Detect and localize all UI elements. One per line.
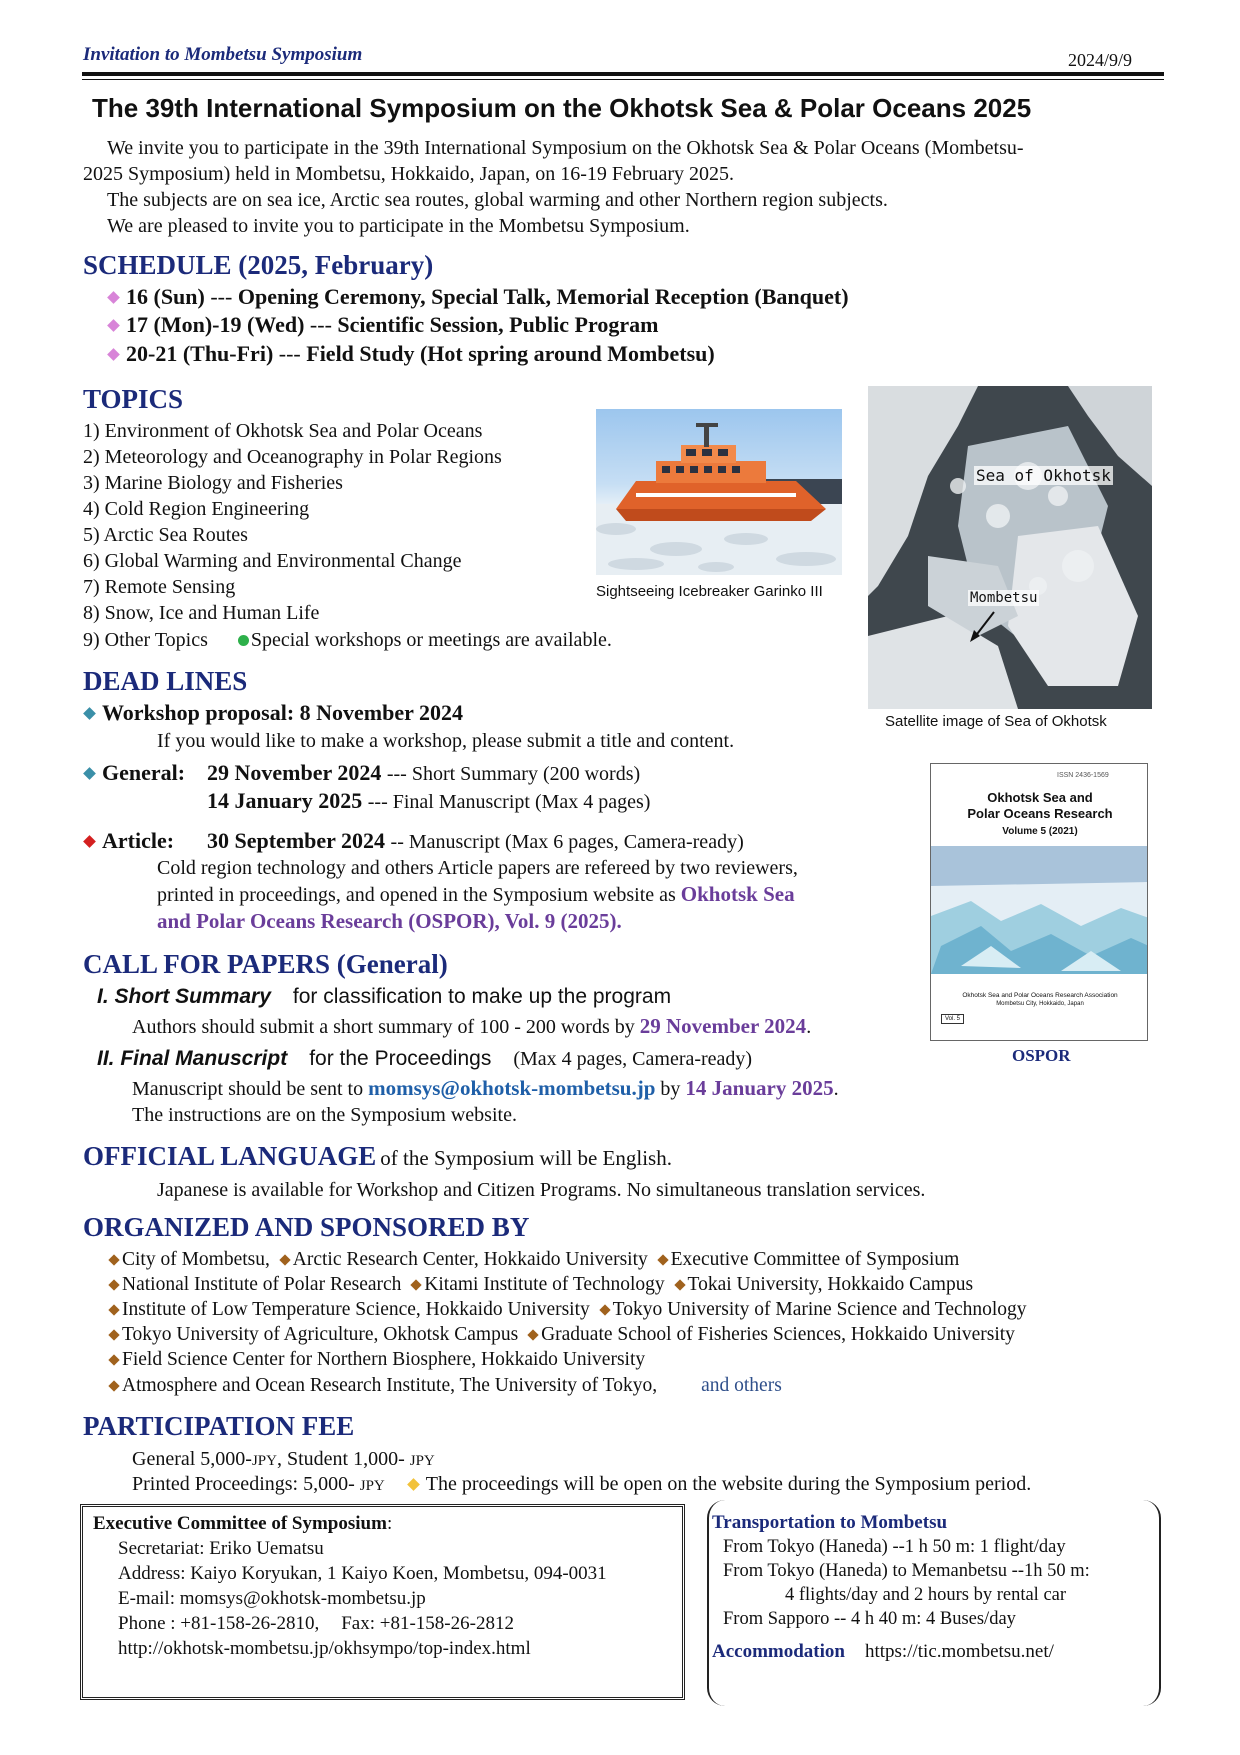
topic-item: 3) Marine Biology and Fisheries	[83, 472, 343, 494]
call-s2: II. Final Manuscript for the Proceedings (Max 4 pages, Camera-ready)	[97, 1047, 753, 1070]
call-heading: CALL FOR PAPERS (General)	[83, 949, 448, 979]
deadline-general-row-1: 29 November 2024 --- Short Summary (200 words)	[207, 760, 641, 785]
page-title: The 39th International Symposium on the Okhotsk Sea & Polar Oceans 2025	[92, 93, 1032, 123]
ospor-caption: OSPOR	[1012, 1046, 1071, 1065]
cover-ice-photo	[931, 846, 1148, 974]
language-note: Japanese is available for Workshop and Citizen Programs. No simultaneous translation services.	[157, 1179, 926, 1201]
deadline-workshop-note: If you would like to make a workshop, please submit a title and content.	[157, 730, 735, 752]
accommodation-link[interactable]: https://tic.mombetsu.net/	[864, 1641, 1054, 1662]
article-note-1: Cold region technology and others Article papers are refereed by two reviewers,	[157, 857, 798, 879]
topic-item: 8) Snow, Ice and Human Life	[83, 602, 320, 624]
committee-box	[80, 1504, 685, 1700]
call-s1: I. Short Summary for classification to make up the program	[97, 985, 672, 1008]
organizer-row: Institute of Low Temperature Science, Hokkaido University Tokyo University of Marine Science and Technology	[108, 1297, 1027, 1322]
cover-title-1: Okhotsk Sea and	[987, 790, 1093, 805]
header-label: Invitation to Mombetsu Symposium	[83, 44, 363, 65]
organizer-row: City of Mombetsu, Arctic Research Center, Hokkaido University Executive Committee of Symposium	[108, 1247, 959, 1272]
language-line: OFFICIAL LANGUAGE of the Symposium will be English.	[83, 1141, 672, 1171]
organizer-row: Atmosphere and Ocean Research Institute, The University of Tokyo, and others	[108, 1373, 782, 1398]
deadline-article-row: 30 September 2024 -- Manuscript (Max 6 pages, Camera-ready)	[207, 828, 744, 853]
transport-line-3: 4 flights/day and 2 hours by rental car	[785, 1585, 1067, 1605]
accommodation-line: Accommodation https://tic.mombetsu.net/	[712, 1641, 1054, 1662]
diamond-bullet-icon	[107, 349, 120, 362]
committee-title: Executive Committee of Symposium:	[93, 1513, 393, 1534]
article-note-2: printed in proceedings, and opened in the Symposium website as Okhotsk Sea	[157, 882, 795, 906]
icebreaker-photo	[596, 409, 842, 575]
fee-heading: PARTICIPATION FEE	[83, 1411, 355, 1441]
header-date: 2024/9/9	[1068, 50, 1133, 70]
transport-box	[707, 1500, 1161, 1706]
deadline-general-1: General:	[83, 760, 185, 786]
satellite-caption: Satellite image of Sea of Okhotsk	[885, 713, 1107, 730]
schedule-item: 16 (Sun) --- Opening Ceremony, Special Talk, Memorial Reception (Banquet)	[107, 284, 849, 310]
arrow-icon	[964, 608, 1004, 648]
diamond-bullet-icon	[107, 320, 120, 333]
topic-item: 1) Environment of Okhotsk Sea and Polar Oceans	[83, 420, 483, 442]
topic-item: 7) Remote Sensing	[83, 576, 236, 598]
topic-item: 4) Cold Region Engineering	[83, 498, 310, 520]
cover-issn: ISSN 2436-1569	[1057, 772, 1109, 779]
deadline-article: Article:	[83, 828, 174, 854]
header-rule-thin	[82, 79, 1164, 80]
deadline-general-row-2: 14 January 2025 --- Final Manuscript (Max 4 pages)	[207, 788, 651, 813]
header-rule	[82, 72, 1164, 76]
satellite-image	[868, 386, 1152, 709]
intro-line-1: We invite you to participate in the 39th International Symposium on the Okhotsk Sea & Polar Oceans (Mombetsu-	[107, 137, 1024, 159]
topic-item: 2) Meteorology and Oceanography in Polar Regions	[83, 446, 502, 468]
satellite-label-sea: Sea of Okhotsk	[976, 466, 1111, 485]
icebreaker-caption: Sightseeing Icebreaker Garinko III	[596, 583, 823, 600]
topic-item: 5) Arctic Sea Routes	[83, 524, 248, 546]
transport-line-2: From Tokyo (Haneda) to Memanbetsu --1h 50 m:	[723, 1561, 1090, 1581]
transport-title: Transportation to Mombetsu	[712, 1512, 948, 1533]
organizer-row: National Institute of Polar Research Kitami Institute of Technology Tokai University, Hokkaido Campus	[108, 1272, 973, 1297]
cover-publisher-2: Mombetsu City, Hokkaido, Japan	[996, 1001, 1084, 1007]
call-s1-text: Authors should submit a short summary of 100 - 200 words by 29 November 2024.	[132, 1014, 812, 1038]
topics-heading: TOPICS	[83, 384, 184, 414]
diamond-bullet-icon	[83, 836, 96, 849]
dot-bullet-icon	[238, 635, 249, 646]
organizer-row: Field Science Center for Northern Biosphere, Hokkaido University	[108, 1347, 645, 1372]
topic-item-last: 9) Other Topics Special workshops or meetings are available.	[83, 629, 612, 651]
cover-publisher-1: Okhotsk Sea and Polar Oceans Research Association	[962, 992, 1118, 999]
cover-volume: Volume 5 (2021)	[1002, 826, 1078, 837]
article-note-3: and Polar Oceans Research (OSPOR), Vol. 9 (2025).	[157, 909, 622, 933]
intro-line-2: 2025 Symposium) held in Mombetsu, Hokkaido, Japan, on 16-19 February 2025.	[83, 163, 735, 185]
fee-printed: Printed Proceedings: 5,000- JPY The proceedings will be open on the website during the Symposium period.	[132, 1473, 1032, 1495]
intro-line-3: The subjects are on sea ice, Arctic sea routes, global warming and other Northern region subjects.	[107, 189, 888, 211]
committee-email: E-mail: momsys@okhotsk-mombetsu.jp	[118, 1588, 426, 1609]
organizer-row: Tokyo University of Agriculture, Okhotsk Campus Graduate School of Fisheries Sciences, Hokkaido University	[108, 1322, 1015, 1347]
deadline-workshop: Workshop proposal: 8 November 2024	[83, 700, 463, 726]
diamond-bullet-icon	[83, 708, 96, 721]
deadlines-heading: DEAD LINES	[83, 666, 248, 696]
ospor-cover	[930, 763, 1148, 1041]
topic-item: 6) Global Warming and Environmental Change	[83, 550, 462, 572]
schedule-item: 17 (Mon)-19 (Wed) --- Scientific Session, Public Program	[107, 312, 658, 338]
committee-address: Address: Kaiyo Koryukan, 1 Kaiyo Koen, Mombetsu, 094-0031	[118, 1563, 607, 1584]
diamond-bullet-icon	[407, 1478, 420, 1491]
transport-line-4: From Sapporo -- 4 h 40 m: 4 Buses/day	[723, 1609, 1016, 1629]
committee-secretariat: Secretariat: Eriko Uematsu	[118, 1538, 324, 1559]
schedule-heading: SCHEDULE (2025, February)	[83, 250, 434, 280]
committee-url[interactable]: http://okhotsk-mombetsu.jp/okhsympo/top-index.html	[118, 1638, 531, 1659]
schedule-item: 20-21 (Thu-Fri) --- Field Study (Hot spring around Mombetsu)	[107, 341, 715, 367]
committee-phone: Phone : +81-158-26-2810, Fax: +81-158-26-2812	[118, 1613, 514, 1634]
cover-vol-tag: Vol. 5	[941, 1014, 964, 1024]
cover-title-2: Polar Oceans Research	[967, 806, 1113, 821]
intro-line-4: We are pleased to invite you to participate in the Mombetsu Symposium.	[107, 215, 690, 237]
satellite-label-town: Mombetsu	[970, 590, 1038, 606]
diamond-bullet-icon	[83, 768, 96, 781]
call-s2-text-2: The instructions are on the Symposium website.	[132, 1104, 517, 1126]
call-s2-text: Manuscript should be sent to momsys@okhotsk-mombetsu.jp by 14 January 2025.	[132, 1076, 839, 1100]
organizers-heading: ORGANIZED AND SPONSORED BY	[83, 1212, 530, 1242]
fee-general: General 5,000-JPY, Student 1,000- JPY	[132, 1448, 435, 1470]
transport-line-1: From Tokyo (Haneda) --1 h 50 m: 1 flight/day	[723, 1537, 1066, 1557]
diamond-bullet-icon	[107, 292, 120, 305]
